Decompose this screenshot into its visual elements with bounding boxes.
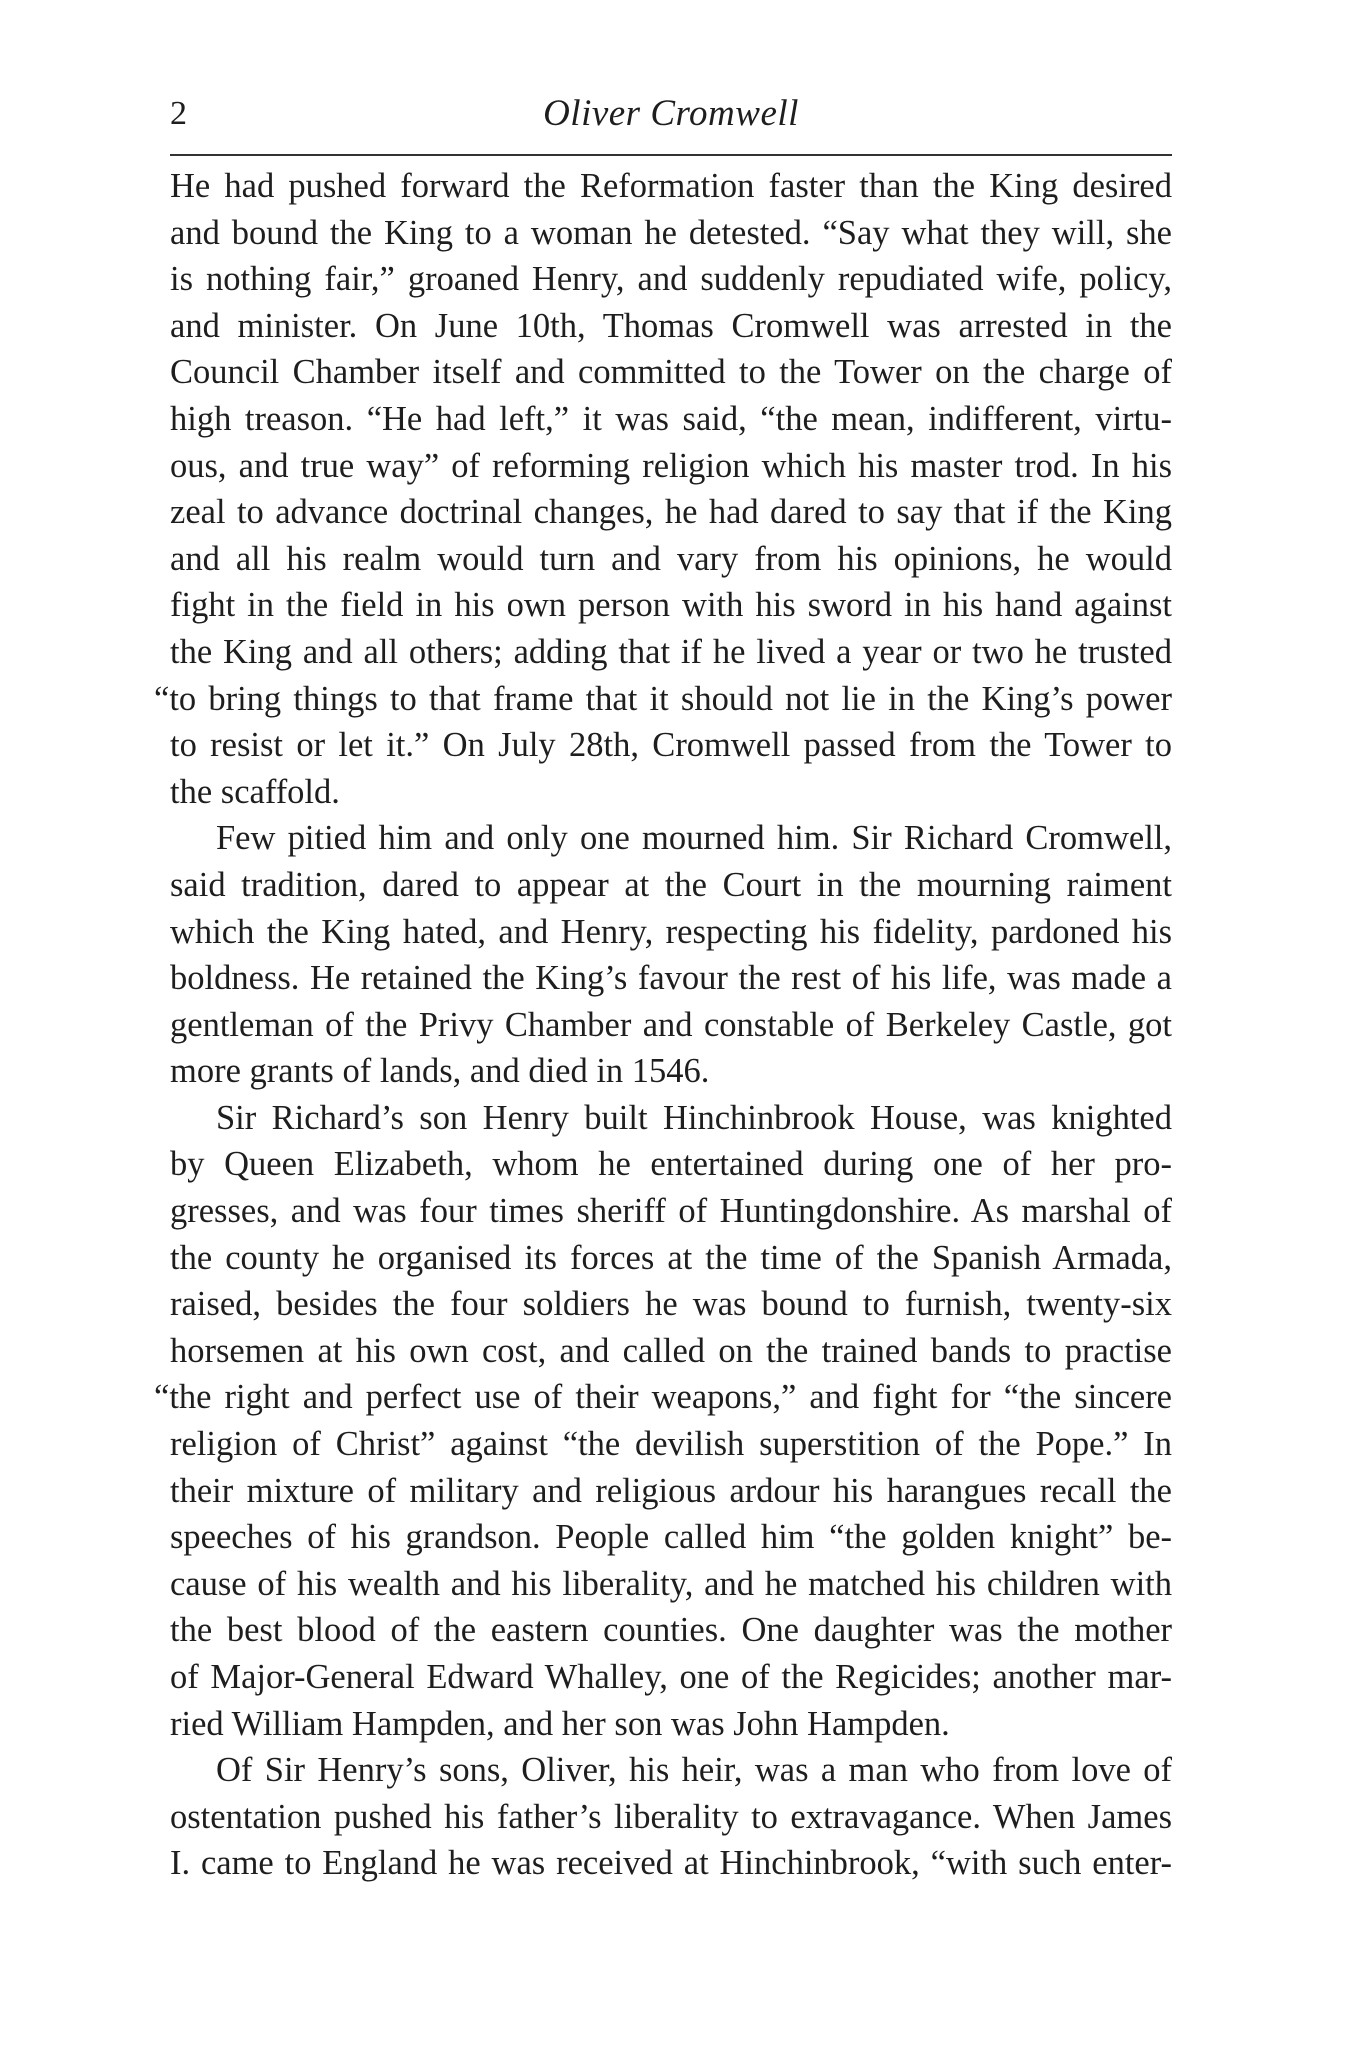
page-number: 2 (170, 95, 187, 132)
text-line: the county he organised its forces at the time of the Spanish Armada, (170, 1238, 1172, 1277)
paragraph (154, 1095, 1172, 1747)
text-line: speeches of his grandson. People called him “the golden knight” be- (170, 1518, 1172, 1557)
text-line: by Queen Elizabeth, whom he entertained during one of her pro- (170, 1145, 1172, 1184)
text-line: Of Sir Henry’s sons, Oliver, his heir, was a man who from love of (216, 1751, 1172, 1790)
text-line: zeal to advance doctrinal changes, he had dared to say that if the King (170, 493, 1172, 532)
body-text (154, 163, 1172, 1887)
page-header (170, 84, 1172, 144)
text-line: ostentation pushed his father’s liberality to extravagance. When James (170, 1797, 1172, 1836)
text-line: “to bring things to that frame that it should not lie in the King’s power (154, 679, 1172, 718)
text-line: horsemen at his own cost, and called on the trained bands to practise (170, 1331, 1172, 1370)
text-line: more grants of lands, and died in 1546. (170, 1052, 710, 1091)
text-line: the best blood of the eastern counties. One daughter was the mother (170, 1611, 1172, 1650)
text-line: Sir Richard’s son Henry built Hinchinbrook House, was knighted (216, 1098, 1172, 1137)
text-line: of Major-General Edward Whalley, one of the Regicides; another mar- (170, 1658, 1172, 1696)
text-line: and minister. On June 10th, Thomas Cromwell was arrested in the (170, 306, 1172, 345)
text-line: cause of his wealth and his liberality, and he matched his children with (170, 1564, 1172, 1603)
text-line: the scaffold. (170, 772, 340, 811)
text-line: the King and all others; adding that if he lived a year or two he trusted (170, 632, 1172, 671)
text-line: ried William Hampden, and her son was John Hampden. (170, 1704, 950, 1743)
paragraph (154, 163, 1172, 815)
text-line: and bound the King to a woman he detested. “Say what they will, she (170, 213, 1172, 252)
text-line: gresses, and was four times sheriff of Huntingdonshire. As marshal of (170, 1192, 1172, 1231)
text-line: He had pushed forward the Reformation faster than the King desired (170, 167, 1172, 205)
text-line: Council Chamber itself and committed to the Tower on the charge of (170, 353, 1172, 392)
text-line: which the King hated, and Henry, respecting his fidelity, pardoned his (170, 912, 1172, 951)
paragraph (170, 1747, 1172, 1887)
text-line: gentleman of the Privy Chamber and constable of Berkeley Castle, got (170, 1005, 1172, 1044)
text-line: to resist or let it.” On July 28th, Cromwell passed from the Tower to (170, 726, 1172, 765)
text-line: fight in the field in his own person with his sword in his hand against (170, 586, 1172, 625)
text-line: said tradition, dared to appear at the Court in the mourning raiment (170, 865, 1172, 904)
text-line: “the right and perfect use of their weapons,” and fight for “the sincere (154, 1378, 1172, 1417)
running-title: Oliver Cromwell (543, 93, 799, 134)
text-line: is nothing fair,” groaned Henry, and suddenly repudiated wife, policy, (170, 260, 1172, 299)
text-line: Few pitied him and only one mourned him. Sir Richard Cromwell, (216, 819, 1172, 858)
paragraph (170, 815, 1172, 1095)
text-line: I. came to England he was received at Hinchinbrook, “with such enter- (170, 1844, 1172, 1883)
header-rule (170, 154, 1172, 156)
text-line: and all his realm would turn and vary from his opinions, he would (170, 539, 1172, 578)
text-line: high treason. “He had left,” it was said, “the mean, indifferent, virtu- (170, 399, 1172, 438)
text-line: ous, and true way” of reforming religion which his master trod. In his (170, 446, 1172, 485)
text-line: religion of Christ” against “the devilish superstition of the Pope.” In (170, 1425, 1172, 1464)
text-line: raised, besides the four soldiers he was bound to furnish, twenty-six (170, 1285, 1172, 1324)
text-line: boldness. He retained the King’s favour the rest of his life, was made a (170, 959, 1172, 998)
text-line: their mixture of military and religious ardour his harangues recall the (170, 1471, 1172, 1510)
